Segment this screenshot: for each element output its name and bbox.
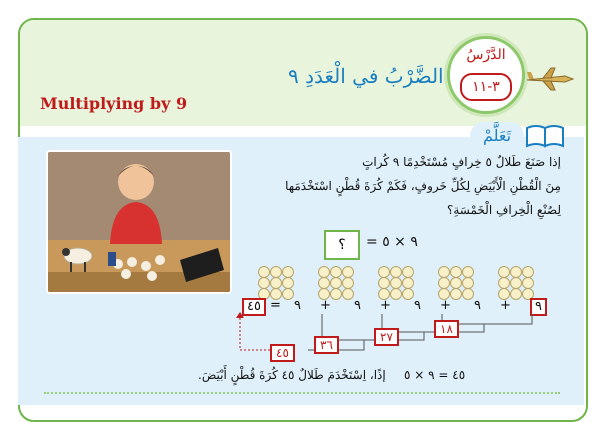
- problem-text: [234, 150, 561, 222]
- partial-sum: ٣٦: [314, 336, 339, 354]
- section-divider: [44, 392, 560, 394]
- plus-sign: +: [500, 298, 511, 313]
- plus-sign: +: [440, 298, 451, 313]
- cotton-ball-group: [318, 266, 358, 300]
- sum-term: ٩: [294, 298, 301, 313]
- problem-line: لِصُنْعِ الْخِرافِ الْخَمْسَةِ؟: [446, 203, 561, 217]
- sum-term: ٩: [474, 298, 481, 313]
- problem-line: إذا صَنَعَ طَلالٌ ٥ خِرافٍ مُسْتَخْدِمًا ٩ كُراتٍ: [362, 155, 561, 169]
- conclusion-equation: ٤٥ = ٩ × ٥: [404, 368, 466, 382]
- cotton-ball-group: [378, 266, 418, 300]
- cotton-ball-group: [258, 266, 298, 300]
- conclusion-text: إذًا، اِسْتَخْدَمَ طَلالٌ ٤٥ كُرَةَ قُطْنٍ أَبْيَضَ.: [198, 368, 386, 382]
- partial-sum: ٢٧: [374, 328, 399, 346]
- arabic-title: الضَّرْبُ في الْعَدَدِ ٩: [288, 64, 444, 88]
- lesson-number: ٣-١١: [460, 73, 512, 101]
- equals-sign: =: [270, 298, 281, 313]
- partial-sum: ٤٥: [270, 344, 295, 362]
- english-title: Multiplying by 9: [40, 94, 188, 113]
- equation-text: = ٩ × ٥: [366, 234, 418, 250]
- partial-sum: ١٨: [434, 320, 459, 338]
- boy-with-cotton-sheep-photo: [46, 150, 232, 294]
- cotton-ball-group: [498, 266, 538, 300]
- open-book-icon: [525, 122, 565, 148]
- plus-sign: +: [380, 298, 391, 313]
- sum-term: ٩: [414, 298, 421, 313]
- sum-term-boxed: ٩: [530, 298, 547, 316]
- cotton-ball-group: [438, 266, 478, 300]
- lesson-badge: [447, 36, 525, 114]
- lesson-label: الدَّرْسُ: [466, 47, 506, 63]
- airplane-icon: [525, 66, 575, 92]
- sum-term: ٩: [354, 298, 361, 313]
- plus-sign: +: [320, 298, 331, 313]
- sum-total: ٤٥: [242, 298, 266, 316]
- learn-tab: تَعَلَّمْ: [470, 122, 524, 148]
- problem-line: مِنَ الْقُطْنِ الْأَبْيَضِ لِكُلِّ خَروفٍ، فَكَمْ كُرَةَ قُطْنٍ اسْتَخْدَمَها: [285, 179, 561, 193]
- unknown-box: ؟: [324, 230, 360, 260]
